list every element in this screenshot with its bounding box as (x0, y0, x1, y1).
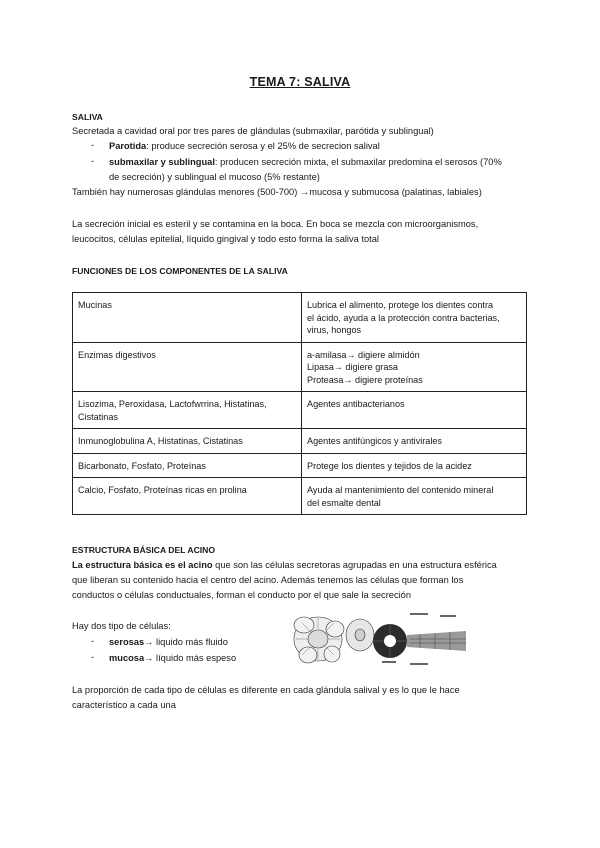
cell-line: virus, hongos (307, 325, 362, 335)
function-cell (302, 453, 527, 478)
component-cell (73, 342, 302, 392)
cell-line: Cistatinas (78, 411, 118, 422)
function-cell (302, 429, 527, 454)
component-cell (73, 453, 302, 478)
bullet-submaxilar: submaxilar y sublingual: producen secreción mixta, el submaxilar predomina el serosos (70% (109, 157, 502, 167)
page-title: TEMA 7: SALIVA (249, 75, 351, 89)
saliva-intro: Secretada a cavidad oral por tres pares de glándulas (submaxilar, parótida y sublingual) (72, 126, 434, 136)
bullet-submaxilar-cont: de secreción) y sublingual el mucoso (5% restante) (109, 172, 320, 182)
table-row (73, 429, 527, 454)
cell-line: Lubrica el alimento, protege los dientes contra (307, 300, 494, 310)
function-cell (302, 342, 527, 392)
cell-line: Enzimas digestivos (78, 349, 156, 360)
function-cell (302, 293, 527, 343)
saliva-heading: SALIVA (72, 112, 103, 122)
saliva-paragraph-1: La secreción inicial es esteril y se contamina en la boca. En boca se mezcla con microorganismos, (72, 219, 479, 229)
cell-line: Bicarbonato, Fosfato, Proteínas (78, 460, 206, 471)
closing-line-1: La proporción de cada tipo de células es diferente en cada glándula salival y es lo que le hace (72, 685, 460, 695)
table-row (73, 453, 527, 478)
cell-line: Calcio, Fosfato, Proteínas ricas en prolina (78, 485, 247, 495)
cell-line: Inmunoglobulina A, Histatinas, Cistatinas (78, 436, 243, 446)
table-row (73, 293, 527, 343)
cell-line: Ayuda al mantenimiento del contenido mineral (307, 485, 494, 495)
cell-line: Lipasa→ digiere grasa (307, 362, 398, 372)
bullet-dash: - (91, 140, 95, 150)
bullet-parotida: Parotida: produce secreción serosa y el 25% de secrecion salival (109, 141, 380, 151)
component-cell (73, 429, 302, 454)
cell-type-serosas: serosas→ liquido más fluido (109, 637, 228, 647)
table-row (73, 342, 527, 392)
functions-heading: FUNCIONES DE LOS COMPONENTES DE LA SALIVA (72, 266, 288, 276)
acinus-histology-illustration (290, 609, 466, 671)
acino-line-1: La estructura básica es el acino que son las células secretoras agrupadas en una estructura esférica (72, 560, 497, 570)
closing-line-2: característico a cada una (72, 700, 176, 710)
acino-line-3: conductos o células conductuales, forman el conducto por el que sale la secreción (72, 590, 412, 600)
bullet-dash: - (91, 636, 95, 646)
table-row (73, 392, 527, 429)
cell-line: a-amilasa→ digiere almidón (307, 349, 420, 360)
functions-table (72, 292, 527, 515)
cell-line: Lisozima, Peroxidasa, Lactofwrrina, Histatinas, (78, 399, 267, 409)
function-cell (302, 478, 527, 515)
cell-line: Proteasa→ digiere proteínas (307, 374, 423, 385)
function-cell (302, 392, 527, 429)
component-cell (73, 293, 302, 343)
cell-line: el ácido, ayuda a la protección contra bacterias, (307, 312, 500, 323)
cell-line: Agentes antibacterianos (307, 399, 405, 409)
cell-line: del esmalte dental (307, 497, 381, 508)
component-cell (73, 478, 302, 515)
cell-types-intro: Hay dos tipo de células: (72, 621, 171, 631)
acino-heading: ESTRUCTURA BÁSICA DEL ACINO (72, 545, 216, 555)
acino-line-2: que liberan su contenido hacia el centro del acino. Además tenemos las células que forman los (72, 575, 464, 585)
cell-line: Mucinas (78, 300, 112, 310)
bullet-dash: - (91, 652, 95, 662)
cell-line: Protege los dientes y tejidos de la acidez (307, 460, 472, 471)
cell-type-mucosa: mucosa→ líquido más espeso (109, 653, 237, 663)
component-cell (73, 392, 302, 429)
cell-line: Agentes antifúngicos y antivirales (307, 436, 442, 446)
minor-glands: También hay numerosas glándulas menores (500-700) →mucosa y submucosa (palatinas, labiales) (72, 187, 482, 197)
bullet-dash: - (91, 156, 95, 166)
table-row (73, 478, 527, 515)
saliva-paragraph-2: leucocitos, células epitelial, líquido gingival y todo esto forma la saliva total (72, 234, 379, 244)
